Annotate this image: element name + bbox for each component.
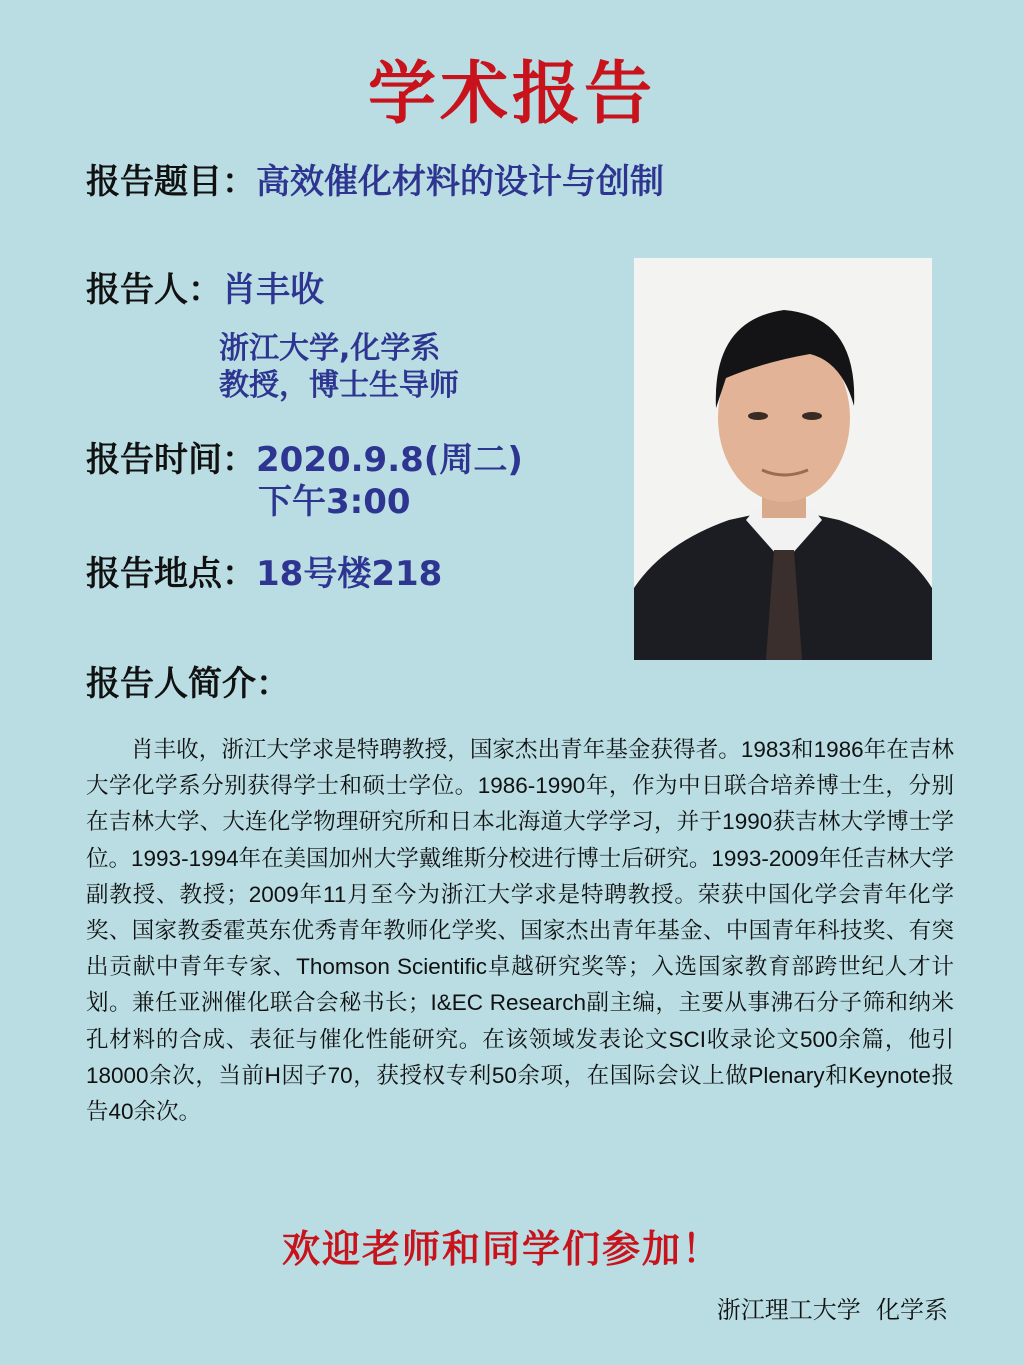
footer-organizer: 浙江理工大学 化学系 <box>716 1296 948 1324</box>
time-hour-row <box>258 482 411 523</box>
poster-title: 学术报告 <box>367 55 656 134</box>
speaker-affiliation: 浙江大学,化学系 <box>219 331 441 366</box>
time-row <box>86 440 523 481</box>
time-hour: 下午3:00 <box>258 482 411 522</box>
location-row <box>86 554 442 595</box>
welcome-message: 欢迎老师和同学们参加！ <box>281 1227 722 1271</box>
speaker-position: 教授，博士生导师 <box>219 368 459 403</box>
topic-row <box>86 162 664 203</box>
time-label: 报告时间： <box>86 440 256 480</box>
topic-value: 高效催化材料的设计与创制 <box>256 162 664 202</box>
time-date: 2020.9.8(周二) <box>256 440 523 480</box>
speaker-portrait-icon <box>634 258 932 660</box>
bio-heading-label: 报告人简介： <box>86 664 290 704</box>
location-value: 18号楼218 <box>256 554 443 594</box>
bio-heading <box>86 664 290 705</box>
topic-label: 报告题目： <box>86 162 256 202</box>
bio-paragraph: 肖丰收，浙江大学求是特聘教授，国家杰出青年基金获得者。1983和1986年在吉林大学化学系分别获得学士和硕士学位。1986-1990年，作为中日联合培养博士生，分别在吉林大学、大连化学物理研究所和日本北海道大学学习，并于1990获吉林大学博士学位。1993-1994年在美国加州大学戴维斯分校进行博士后研究。1993-2009年任吉林大学副教授、教授；2009年11月至今为浙江大学求是特聘教授。荣获中国化学会青年化学奖、国家教委霍英东优秀青年教师化学奖、国家杰出青年基金、中国青年科技奖、有突出贡献中青年专家、Thomson Scientific卓越研究奖等；入选国家教育部跨世纪人才计划。兼任亚洲催化联合会秘书长；I&EC Research副主编，主要从事沸石分子筛和纳米孔材料的合成、表征与催化性能研究。在该领域发表论文SCI收录论文500余篇，他引18000余次，当前H因子70，获授权专利50余项，在国际会议上做Plenary和Keynote报告40余次。 <box>86 737 954 1125</box>
speaker-photo <box>634 258 932 660</box>
speaker-row <box>86 270 324 311</box>
location-label: 报告地点： <box>86 554 256 594</box>
speaker-label: 报告人： <box>86 270 222 310</box>
speaker-name: 肖丰收 <box>222 270 324 310</box>
